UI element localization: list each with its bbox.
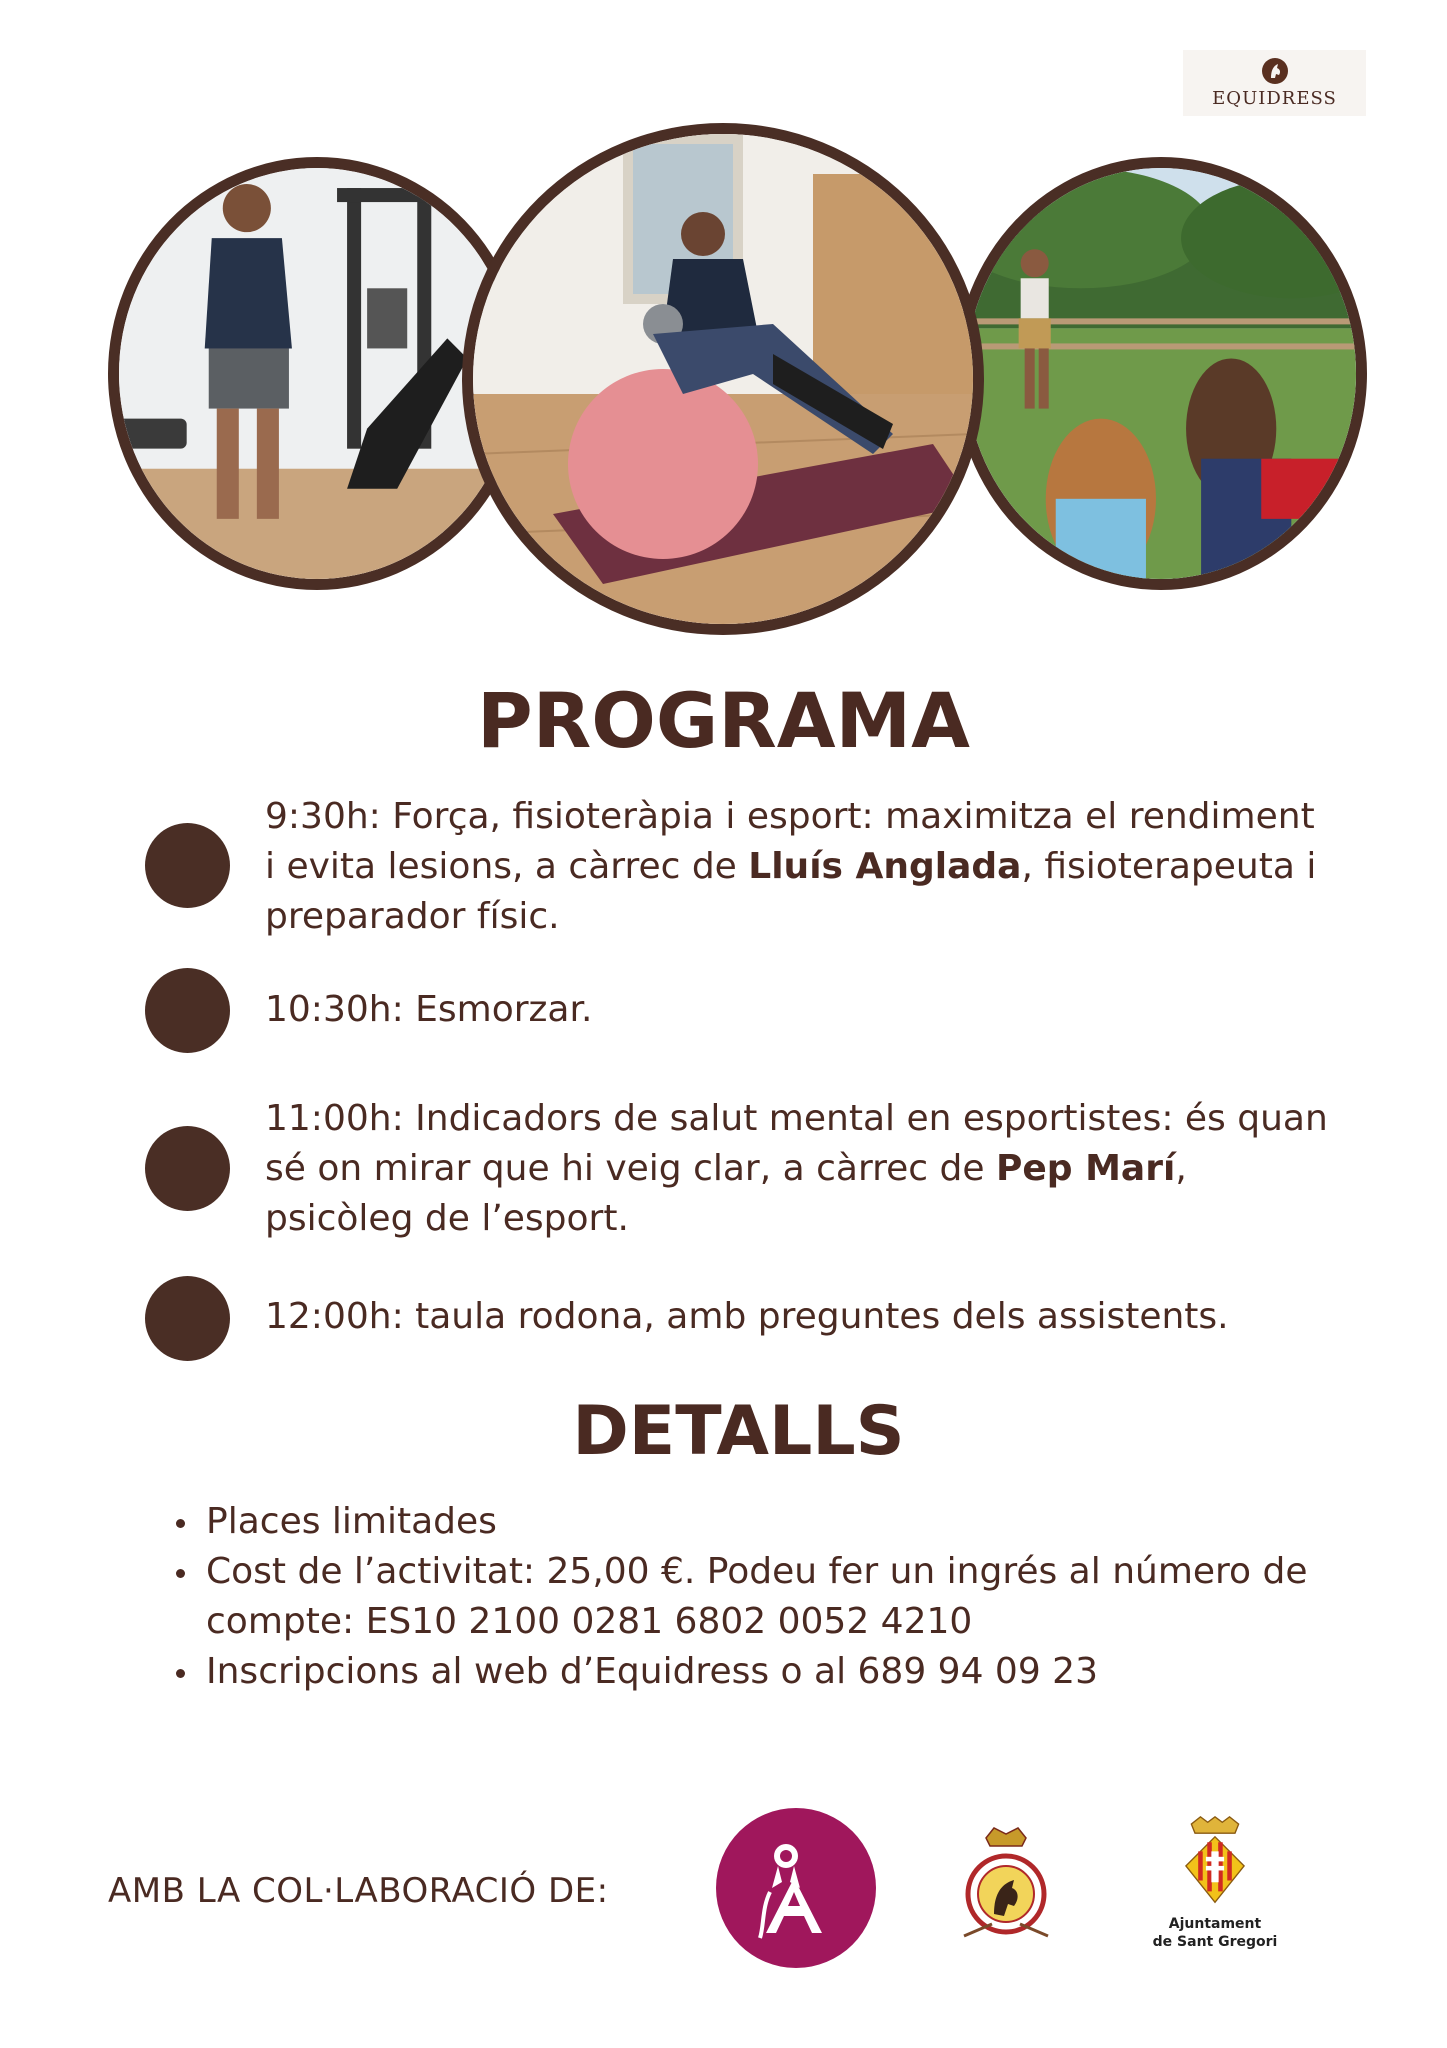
- ajuntament-line-1: Ajuntament: [1168, 1916, 1262, 1932]
- ajuntament-line-2: de Sant Gregori: [1152, 1934, 1278, 1950]
- detalls-title: DETALLS: [572, 1392, 905, 1471]
- program-item-1100: 11:00h: Indicadors de salut mental en esportistes: és quan sé on mirar que hi veig clar, a càrrec de Pep Marí, psicòleg de l’esport.: [265, 1098, 1328, 1239]
- association-a-logo: [716, 1808, 876, 1968]
- federacio-catalana-hipica-logo: [956, 1824, 1056, 1948]
- bullet-dot: [145, 1276, 230, 1361]
- equidress-brand: [1183, 50, 1366, 116]
- collaboration-label: AMB LA COL·LABORACIÓ DE:: [108, 1871, 609, 1911]
- program-item-1200: 12:00h: taula rodona, amb preguntes dels assistents.: [265, 1296, 1229, 1337]
- program-item-930: 9:30h: Força, fisioteràpia i esport: maximitza el rendiment i evita lesions, a càrrec de Lluís Anglada, fisioterapeuta i preparador físic.: [265, 796, 1317, 937]
- photo-physio-ball: [462, 123, 984, 635]
- ajuntament-sant-gregori-logo: [1130, 1815, 1300, 1975]
- bullet-dot: [145, 823, 230, 908]
- programa-title: PROGRAMA: [477, 676, 970, 765]
- detail-item: Places limitades: [170, 1497, 1380, 1547]
- horse-head-icon: [1260, 56, 1290, 86]
- program-item-1030: 10:30h: Esmorzar.: [265, 989, 593, 1030]
- detail-item: Inscripcions al web d’Equidress o al 689 94 09 23: [170, 1647, 1380, 1697]
- details-list: [170, 1497, 1380, 1697]
- bullet-dot: [145, 968, 230, 1053]
- brand-name: EQUIDRESS: [1212, 88, 1337, 109]
- detail-item: Cost de l’activitat: 25,00 €. Podeu fer un ingrés al número de compte: ES10 2100 0281 6802 0052 4210: [170, 1547, 1380, 1647]
- photo-outdoor-talk: [955, 157, 1367, 590]
- bullet-dot: [145, 1126, 230, 1211]
- sant-gregori-shield-icon: [1178, 1815, 1252, 1915]
